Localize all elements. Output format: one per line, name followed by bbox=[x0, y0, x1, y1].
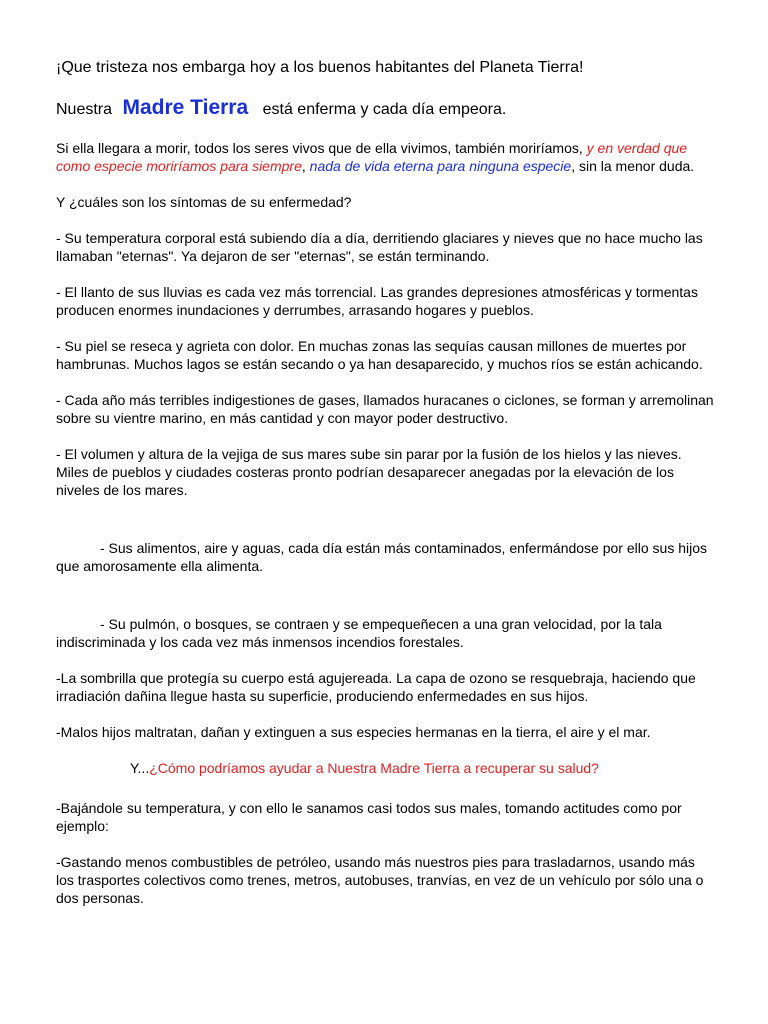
help-question-prefix: Y... bbox=[130, 760, 150, 776]
answer-paragraph-2: -Gastando menos combustibles de petróleo, usando más nuestros pies para trasladarnos, usando más los trasportes colectivos como trenes, metros, autobuses, tranvías, en vez de un vehículo por sólo una o dos personas. bbox=[56, 854, 704, 906]
intro-paragraph bbox=[56, 139, 716, 175]
answer-paragraph-1: -Bajándole su temperatura, y con ello le sanamos casi todos sus males, tomando actitudes como por ejemplo: bbox=[56, 800, 682, 834]
madre-line-pre: Nuestra bbox=[56, 101, 113, 118]
symptom-paragraph-2: - El llanto de sus lluvias es cada vez más torrencial. Las grandes depresiones atmosféricas y tormentas producen enormes inundaciones y derrumbes, arrasando hogares y pueblos. bbox=[56, 284, 698, 318]
title-line: ¡Que tristeza nos embarga hoy a los buenos habitantes del Planeta Tierra! bbox=[56, 59, 584, 76]
help-question bbox=[56, 759, 716, 777]
intro-black-text: Si ella llegara a morir, todos los seres vivos que de ella vivimos, también moriríamos, bbox=[56, 140, 583, 156]
indented-paragraph-2: - Su pulmón, o bosques, se contraen y se empequeñecen a una gran velocidad, por la tala indiscriminada y los cada vez más inmensos incendios forestales. bbox=[56, 616, 662, 650]
intro-red-italic-text: y en verdad que como especie moriríamos para siempre bbox=[56, 140, 688, 174]
intro-comma: , bbox=[301, 158, 306, 174]
ozone-paragraph: -La sombrilla que protegía su cuerpo está agujereada. La capa de ozono se resquebraja, haciendo que irradiación dañina llegue hasta su superficie, produciendo enfermedades en sus hijos. bbox=[56, 670, 696, 704]
bad-children-paragraph: -Malos hijos maltratan, dañan y extinguen a sus especies hermanas en la tierra, el aire y el mar. bbox=[56, 724, 651, 740]
symptom-paragraph-3: - Su piel se reseca y agrieta con dolor. En muchas zonas las sequías causan millones de muertes por hambrunas. Muchos lagos se están secando o ya han desaparecido, y muchos ríos se están achicando. bbox=[56, 338, 703, 372]
intro-blue-italic-text: nada de vida eterna para ninguna especie bbox=[309, 158, 572, 174]
symptom-paragraph-4: - Cada año más terribles indigestiones de gases, llamados huracanes o ciclones, se forman y arremolinan sobre su vientre marino, en más cantidad y con mayor poder destructivo. bbox=[56, 392, 714, 426]
help-question-red-text: ¿Cómo podríamos ayudar a Nuestra Madre Tierra a recuperar su salud? bbox=[149, 760, 599, 776]
madre-tierra-highlight: Madre Tierra bbox=[122, 96, 249, 119]
madre-line-post: está enferma y cada día empeora. bbox=[262, 101, 507, 118]
symptom-paragraph-5: - El volumen y altura de la vejiga de sus mares sube sin parar por la fusión de los hielos y las nieves. Miles de pueblos y ciudades costeras pronto podrían desaparecer anegadas por la elevación de los niveles de los mares. bbox=[56, 446, 682, 498]
madre-tierra-line bbox=[56, 97, 716, 121]
intro-end-text: , sin la menor duda. bbox=[571, 158, 695, 174]
document-page bbox=[56, 58, 716, 925]
indented-paragraph-1: - Sus alimentos, aire y aguas, cada día están más contaminados, enfermándose por ello sus hijos que amorosamente ella alimenta. bbox=[56, 540, 707, 574]
symptoms-question: Y ¿cuáles son los síntomas de su enfermedad? bbox=[56, 194, 352, 210]
symptom-paragraph-1: - Su temperatura corporal está subiendo día a día, derritiendo glaciares y nieves que no hace mucho las llamaban "eternas". Ya dejaron de ser "eternas", se están terminando. bbox=[56, 230, 703, 264]
